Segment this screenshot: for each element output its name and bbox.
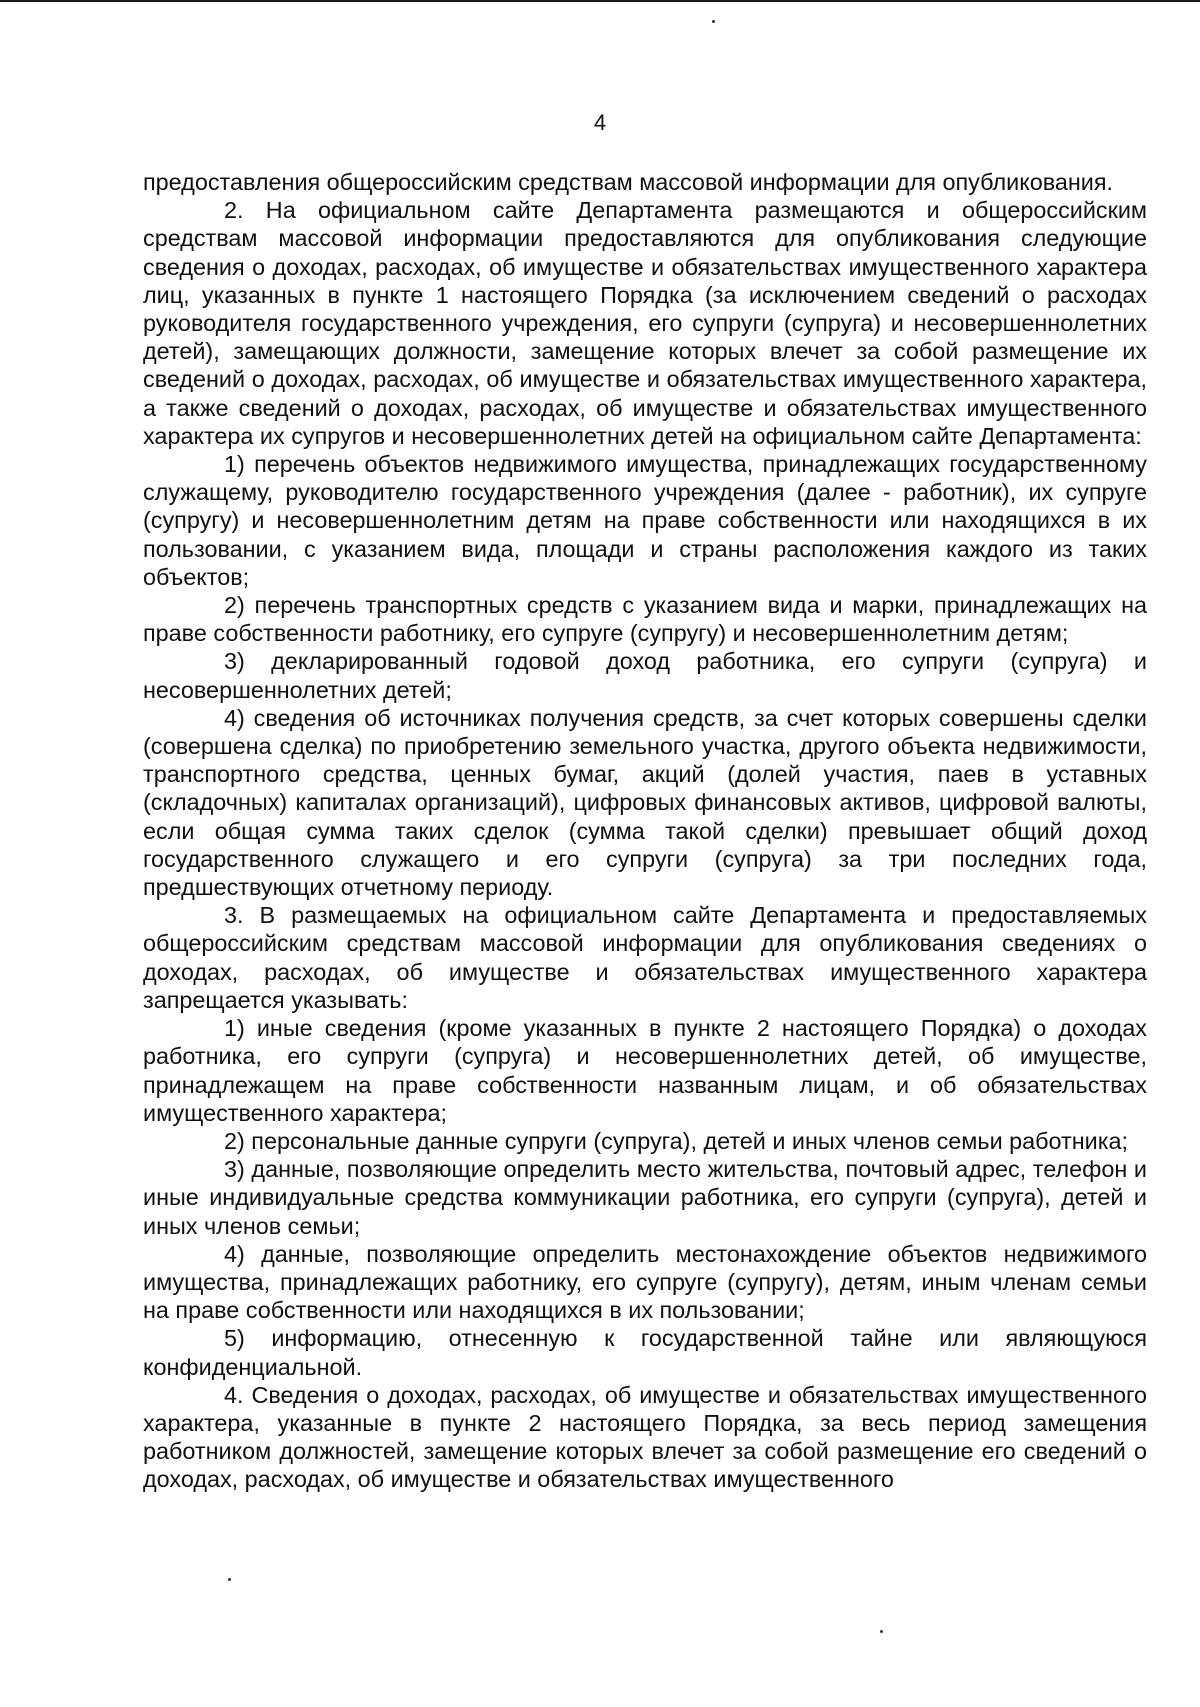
paragraph: 2) перечень транспортных средств с указанием вида и марки, принадлежащих на праве собственности работнику, его супруге (супругу) и несовершеннолетним детям; xyxy=(143,592,1147,647)
document-body xyxy=(143,168,1147,1494)
paragraph: 3) декларированный годовой доход работника, его супруги (супруга) и несовершеннолетних детей; xyxy=(143,648,1147,703)
paragraph: предоставления общероссийским средствам массовой информации для опубликования. xyxy=(143,169,1114,195)
paragraph: 1) перечень объектов недвижимого имущества, принадлежащих государственному служащему, руководителю государственного учреждения (далее - работник), их супруге (супругу) и несовершеннолетним детям на праве собственности или находящихся в их пользовании, с указанием вида, площади и страны расположения каждого из таких объектов; xyxy=(143,451,1147,590)
paragraph: 4. Сведения о доходах, расходах, об имуществе и обязательствах имущественного характера, указанные в пункте 2 настоящего Порядка, за весь период замещения работником должностей, замещение которых влечет за собой размещение его сведений о доходах, расходах, об имуществе и обязательствах имущественного xyxy=(143,1381,1147,1493)
paragraph: 4) данные, позволяющие определить местонахождение объектов недвижимого имущества, принадлежащих работнику, его супруге (супругу), детям, иным членам семьи на праве собственности или находящихся в их пользовании; xyxy=(143,1240,1147,1324)
scan-top-edge xyxy=(0,0,1200,2)
scan-speck xyxy=(712,20,715,23)
paragraph: 1) иные сведения (кроме указанных в пункте 2 настоящего Порядка) о доходах работника, его супруги (супруга) и несовершеннолетних детей, об имуществе, принадлежащем на праве собственности названным лицам, и об обязательствах имущественного характера; xyxy=(143,1015,1147,1126)
paragraph: 2. На официальном сайте Департамента размещаются и общероссийским средствам массовой информации предоставляются для опубликования следующие сведения о доходах, расходах, об имуществе и обязательствах имущественного характера лиц, указанных в пункте 1 настоящего Порядка (за исключением сведений о расходах руководителя государственного учреждения, его супруги (супруга) и несовершеннолетних детей), замещающих должности, замещение которых влечет за собой размещение их сведений о доходах, расходах, об имуществе и обязательствах имущественного характера, а также сведений о доходах, расходах, об имуществе и обязательствах имущественного характера их супругов и несовершеннолетних детей на официальном сайте Департамента: xyxy=(143,197,1147,449)
paragraph: 3. В размещаемых на официальном сайте Департамента и предоставляемых общероссийским средствам массовой информации для опубликования сведениях о доходах, расходах, об имуществе и обязательствах имущественного характера запрещается указывать: xyxy=(143,902,1147,1013)
paragraph: 3) данные, позволяющие определить место жительства, почтовый адрес, телефон и иные индивидуальные средства коммуникации работника, его супруги (супруга), детей и иных членов семьи; xyxy=(143,1156,1147,1239)
scan-speck xyxy=(228,1578,231,1581)
page-number: 4 xyxy=(593,110,607,135)
paragraph: 4) сведения об источниках получения средств, за счет которых совершены сделки (совершена сделка) по приобретению земельного участка, другого объекта недвижимости, транспортного средства, ценных бумаг, акций (долей участия, паев в уставных (складочных) капиталах организаций), цифровых финансовых активов, цифровой валюты, если общая сумма таких сделок (сумма такой сделки) превышает общий доход государственного служащего и его супруги (супруга) за три последних года, предшествующих отчетному периоду. xyxy=(143,704,1147,901)
paragraph: 2) персональные данные супруги (супруга), детей и иных членов семьи работника; xyxy=(224,1127,1128,1154)
paragraph: 5) информацию, отнесенную к государственной тайне или являющуюся конфиденциальной. xyxy=(143,1325,1147,1380)
scan-speck xyxy=(880,1630,883,1633)
